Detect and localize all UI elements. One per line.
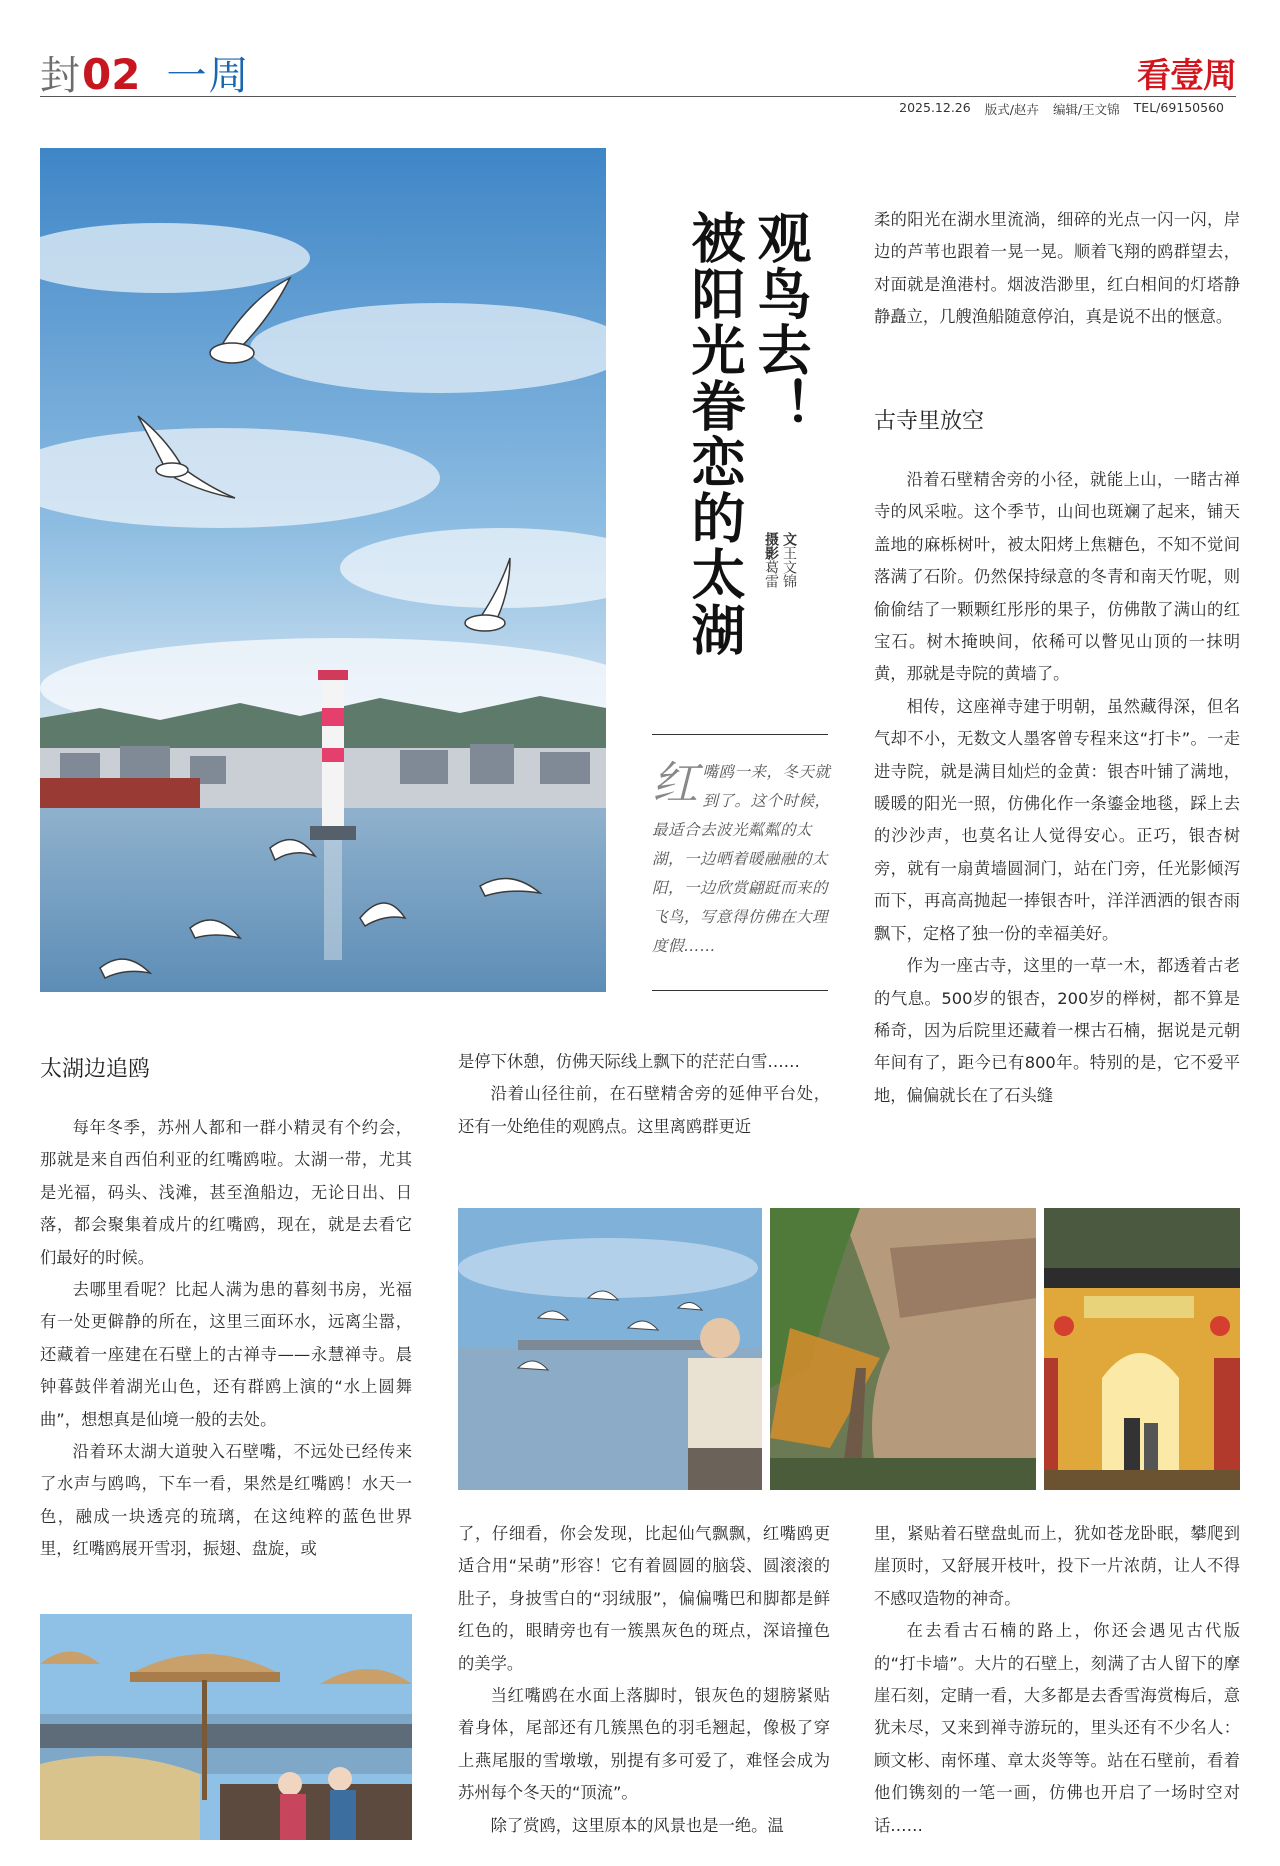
author-name: 王文锦	[781, 546, 797, 588]
photo-cliff-tree	[770, 1208, 1036, 1490]
header-feng: 封	[40, 53, 80, 99]
page-header-left	[40, 44, 251, 99]
paragraph: 里，紧贴着石壁盘虬而上，犹如苍龙卧眠，攀爬到崖顶时，又舒展开枝叶，投下一片浓荫，让人不得不感叹造物的神奇。	[874, 1524, 1240, 1608]
header-date: 2025.12.26	[899, 100, 971, 115]
intro-rule-top	[652, 734, 828, 735]
left-column	[40, 1112, 412, 1566]
paragraph: 了，仔细看，你会发现，比起仙气飘飘，红嘴鸥更适合用“呆萌”形容！它有着圆圆的脑袋、圆滚滚的肚子，身披雪白的“羽绒服”，偏偏嘴巴和脚都是鲜红色的，眼睛旁也有一簇黑灰色的斑点，深谙撞色的美学。	[458, 1524, 830, 1673]
paragraph: 除了赏鸥，这里原本的风景也是一绝。温	[490, 1815, 784, 1835]
middle-column-bottom	[458, 1518, 830, 1842]
paragraph: 柔的阳光在湖水里流淌，细碎的光点一闪一闪，岸边的芦苇也跟着一晃一晃。顺着飞翔的鸥群望去，对面就是渔港村。烟波浩渺里，红白相间的灯塔静静矗立，几艘渔船随意停泊，真是说不出的惬意。	[874, 210, 1240, 327]
photo-lakeside-umbrellas	[40, 1614, 412, 1840]
paragraph: 每年冬季，苏州人都和一群小精灵有个约会，那就是来自西伯利亚的红嘴鸥啦。太湖一带，尤其是光福，码头、浅滩，甚至渔船边，无论日出、日落，都会聚集着成片的红嘴鸥，现在，就是去看它们最好的时候。	[40, 1118, 412, 1267]
header-layout: 版式/赵卉	[984, 102, 1039, 117]
header-page-number: 02	[82, 50, 141, 99]
header-editor: 编辑/王文锦	[1052, 102, 1120, 117]
paragraph: 沿着石壁精舍旁的小径，就能上山，一睹古禅寺的风采啦。这个季节，山间也斑斓了起来，铺天盖地的麻栎树叶，被太阳烤上焦糖色，不知不觉间落满了石阶。仍然保持绿意的冬青和南天竹呢，则偷偷结了一颗颗红彤彤的果子，仿佛散了满山的红宝石。树木掩映间，依稀可以瞥见山顶的一抹明黄，那就是寺院的黄墙了。	[874, 470, 1240, 684]
headline-line-2: 被阳光眷恋的太湖	[683, 210, 746, 658]
photo-feeding-gulls	[458, 1208, 762, 1490]
header-section: 一周	[166, 53, 251, 99]
intro-drop-cap: 红	[652, 756, 699, 810]
intro-lede	[652, 758, 832, 961]
intro-rule-bottom	[652, 990, 828, 991]
right-column-bottom	[874, 1518, 1240, 1842]
paragraph: 沿着山径往前，在石壁精舍旁的延伸平台处，还有一处绝佳的观鸥点。这里离鸥群更近	[458, 1084, 830, 1136]
section-heading-gulls: 太湖边追鸥	[40, 1057, 151, 1082]
photographer-name: 葛雷	[763, 560, 779, 588]
author-label: 文	[781, 532, 797, 546]
masthead-logo: 看壹周	[1137, 56, 1236, 96]
paragraph: 当红嘴鸥在水面上落脚时，银灰色的翅膀紧贴着身体，尾部还有几簇黑色的羽毛翘起，像极了穿上燕尾服的雪墩墩，别提有多可爱了，难怪会成为苏州每个冬天的“顶流”。	[458, 1686, 830, 1803]
photo-label: 摄影	[763, 532, 779, 560]
photo-temple-gate	[1044, 1208, 1240, 1490]
intro-text: 嘴鸥一来，冬天就到了。这个时候，最适合去波光粼粼的太湖，一边晒着暖融融的太阳，一边欣赏翩跹而来的飞鸟，写意得仿佛在大理度假……	[652, 763, 831, 955]
paragraph: 在去看古石楠的路上，你还会遇见古代版的“打卡墙”。大片的石壁上，刻满了古人留下的摩崖石刻，定睛一看，大多都是去香雪海赏梅后，意犹未尽，又来到禅寺游玩的，里头还有不少名人：顾文彬、南怀瑾、章太炎等等。站在石壁前，看着他们镌刻的一笔一画，仿佛也开启了一场时空对话……	[874, 1621, 1240, 1835]
paragraph: 相传，这座禅寺建于明朝，虽然藏得深，但名气却不小，无数文人墨客曾专程来这“打卡”。一走进寺院，就是满目灿烂的金黄：银杏叶铺了满地，暖暖的阳光一照，仿佛化作一条鎏金地毯，踩上去的沙沙声，也莫名让人觉得安心。正巧，银杏树旁，就有一扇黄墙圆洞门，站在门旁，任光影倾泻而下，再高高抛起一捧银杏叶，洋洋洒洒的银杏雨飘下，定格了独一份的幸福美好。	[874, 696, 1240, 943]
paragraph: 是停下休憩，仿佛天际线上飘下的茫茫白雪……	[458, 1052, 800, 1071]
middle-column-top	[458, 1046, 830, 1143]
main-photo-seagulls	[40, 148, 606, 992]
paragraph: 作为一座古寺，这里的一草一木，都透着古老的气息。500岁的银杏，200岁的榉树，都不算是稀奇，因为后院里还藏着一棵古石楠，据说是元朝年间有了，距今已有800年。特别的是，它不爱平地，偏偏就长在了石头缝	[874, 956, 1240, 1105]
headline-line-1: 观鸟去！	[749, 210, 812, 434]
section-heading-temple: 古寺里放空	[874, 409, 985, 434]
header-meta	[899, 100, 1224, 118]
byline	[762, 532, 798, 588]
header-rule	[40, 96, 1236, 97]
right-column-top	[874, 204, 1240, 334]
header-tel: TEL/69150560	[1133, 100, 1224, 115]
right-column-temple	[874, 464, 1240, 1112]
paragraph: 沿着环太湖大道驶入石壁嘴，不远处已经传来了水声与鸥鸣，下车一看，果然是红嘴鸥！水天一色，融成一块透亮的琉璃，在这纯粹的蓝色世界里，红嘴鸥展开雪羽，振翅、盘旋，或	[40, 1442, 412, 1559]
paragraph: 去哪里看呢？比起人满为患的暮刻书房，光福有一处更僻静的所在，这里三面环水，远离尘嚣，还藏着一座建在石壁上的古禅寺——永慧禅寺。晨钟暮鼓伴着湖光山色，还有群鸥上演的“水上圆舞曲”，想想真是仙境一般的去处。	[40, 1280, 412, 1429]
